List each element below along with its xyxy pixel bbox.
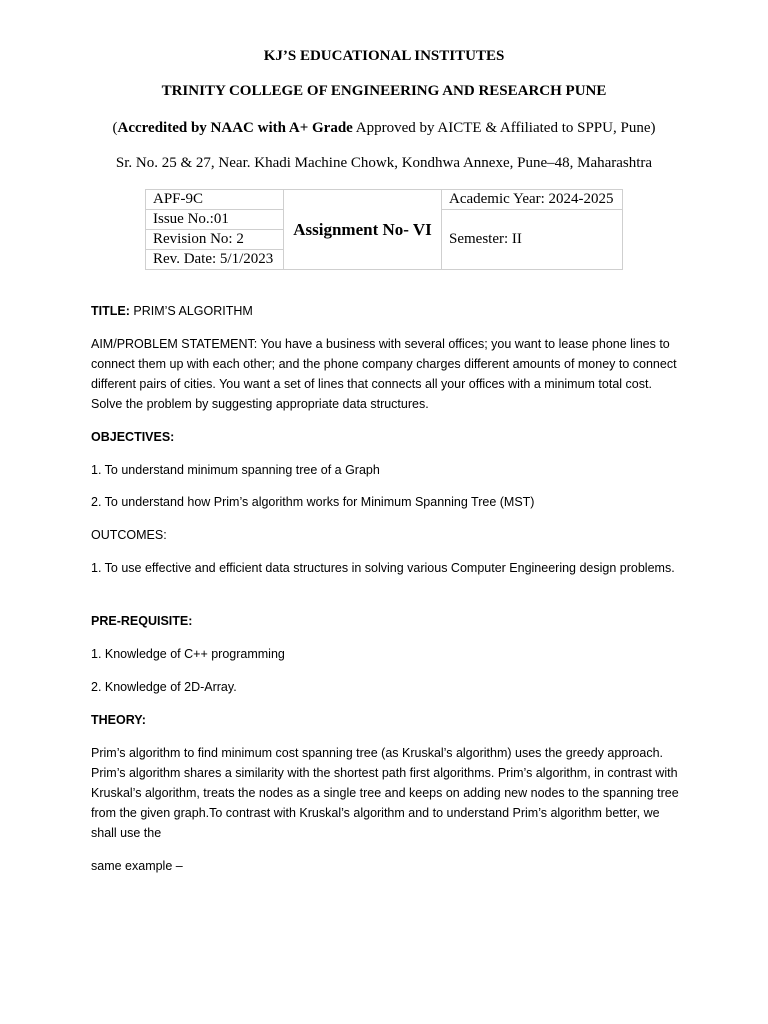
address-line: Sr. No. 25 & 27, Near. Khadi Machine Chowk, Kondhwa Annexe, Pune–48, Maharashtra <box>115 155 653 171</box>
objectives-heading: OBJECTIVES: <box>91 430 175 444</box>
revision-number-cell: Revision No: 2 <box>146 230 284 250</box>
aim-paragraph: AIM/PROBLEM STATEMENT: You have a business with several offices; you want to lease phone lines to connect them up with each other; and the phone company charges different amounts of money to connect different pairs of cities. You want a set of lines that connects all your offices with a minimum total cost. Solve the problem by suggesting appropriate data structures. <box>91 337 677 411</box>
doc-code-cell: APF-9C <box>146 190 284 210</box>
assignment-number-cell: Assignment No- VI <box>284 190 442 270</box>
issue-number-cell: Issue No.:01 <box>146 210 284 230</box>
example-line: same example – <box>91 859 183 873</box>
accreditation-rest: Approved by AICTE & Affiliated to SPPU, Pune) <box>352 120 656 136</box>
title-line <box>91 301 681 321</box>
accreditation-bold: Accredited by NAAC with A+ Grade <box>117 120 353 136</box>
prerequisite-heading: PRE-REQUISITE: <box>91 614 193 628</box>
semester-cell: Semester: II <box>442 210 623 270</box>
objective-item-1: 1. To understand minimum spanning tree of a Graph <box>91 463 380 477</box>
title-label: TITLE: <box>91 304 130 318</box>
title-value: PRIM’S ALGORITHM <box>129 304 253 318</box>
accreditation-line <box>0 119 768 137</box>
revision-date-cell: Rev. Date: 5/1/2023 <box>146 250 284 270</box>
prerequisite-item-2: 2. Knowledge of 2D-Array. <box>91 680 237 694</box>
document-info-table <box>145 189 623 270</box>
academic-year-cell: Academic Year: 2024-2025 <box>442 190 623 210</box>
theory-heading: THEORY: <box>91 713 146 727</box>
theory-paragraph: Prim’s algorithm to find minimum cost spanning tree (as Kruskal’s algorithm) uses the greedy approach. Prim’s algorithm shares a similarity with the shortest path first algorithms. Prim’s algorithm, in contrast with Kruskal’s algorithm, treats the nodes as a single tree and keeps on adding new nodes to the spanning tree from the given graph.To contrast with Kruskal’s algorithm and to understand Prim’s algorithm better, we shall use the <box>91 746 679 840</box>
outcomes-heading: OUTCOMES: <box>91 528 167 542</box>
outcome-item-1: 1. To use effective and efficient data structures in solving various Computer Engineering design problems. <box>91 561 675 575</box>
institute-name: KJ’S EDUCATIONAL INSTITUTES <box>263 48 505 64</box>
accreditation-open-paren: ( <box>112 120 118 136</box>
prerequisite-item-1: 1. Knowledge of C++ programming <box>91 647 285 661</box>
college-name: TRINITY COLLEGE OF ENGINEERING AND RESEARCH PUNE <box>161 83 607 99</box>
objective-item-2: 2. To understand how Prim’s algorithm works for Minimum Spanning Tree (MST) <box>91 495 535 509</box>
